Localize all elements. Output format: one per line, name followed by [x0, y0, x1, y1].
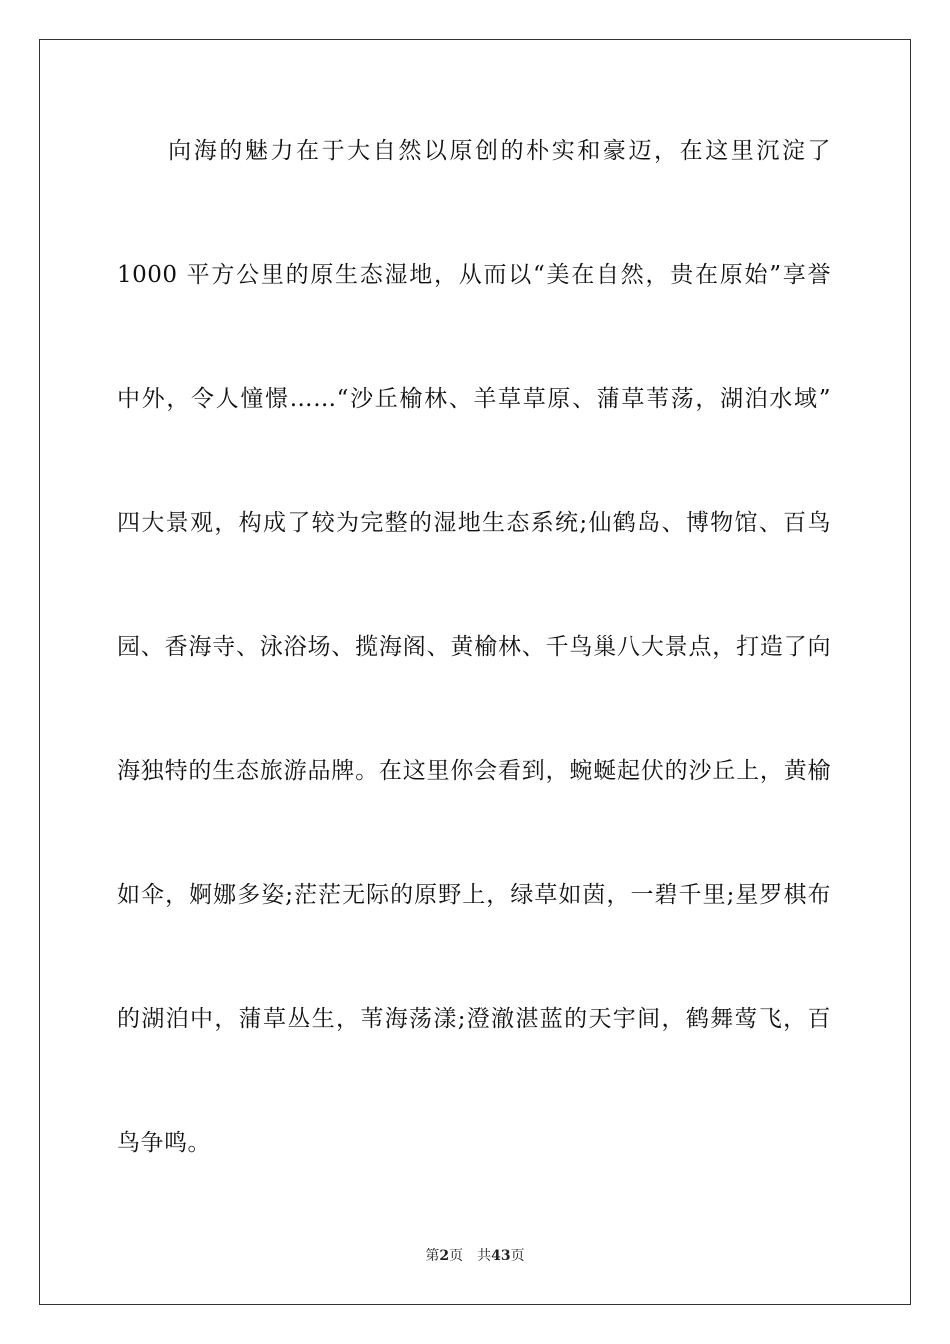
- paragraph-line-9: 鸟争鸣。: [117, 1130, 211, 1156]
- footer-page-suffix: 页: [449, 1248, 464, 1264]
- footer-total-prefix: 共: [477, 1248, 492, 1264]
- paragraph-line-1: 向海的魅力在于大自然以原创的朴实和豪迈，在这里沉淀了: [117, 138, 831, 164]
- paragraph-line-5: 园、香海寺、泳浴场、揽海阁、黄榆林、千鸟巢八大景点，打造了向: [117, 634, 831, 660]
- paragraph-line-4: 四大景观，构成了较为完整的湿地生态系统;仙鹤岛、博物馆、百鸟: [117, 510, 831, 536]
- paragraph-line-7: 如伞，婀娜多姿;茫茫无际的原野上，绿草如茵，一碧千里;星罗棋布: [117, 882, 831, 908]
- paragraph-line-6: 海独特的生态旅游品牌。在这里你会看到，蜿蜒起伏的沙丘上，黄榆: [117, 758, 831, 784]
- footer-total-suffix: 页: [510, 1248, 525, 1264]
- footer-page-number: 2: [439, 1248, 450, 1264]
- page-frame: [39, 39, 911, 1305]
- paragraph-line-2: 1000 平方公里的原生态湿地，从而以“美在自然，贵在原始”享誉: [117, 262, 831, 288]
- footer-total-pages: 43: [491, 1248, 511, 1264]
- paragraph-line-8: 的湖泊中，蒲草丛生，苇海荡漾;澄澈湛蓝的天宇间，鹤舞莺飞，百: [117, 1006, 831, 1032]
- footer-page-prefix: 第: [425, 1248, 440, 1264]
- paragraph-line-3: 中外，令人憧憬……“沙丘榆林、羊草草原、蒲草苇荡，湖泊水域”: [117, 386, 831, 412]
- page-footer: [0, 1245, 950, 1265]
